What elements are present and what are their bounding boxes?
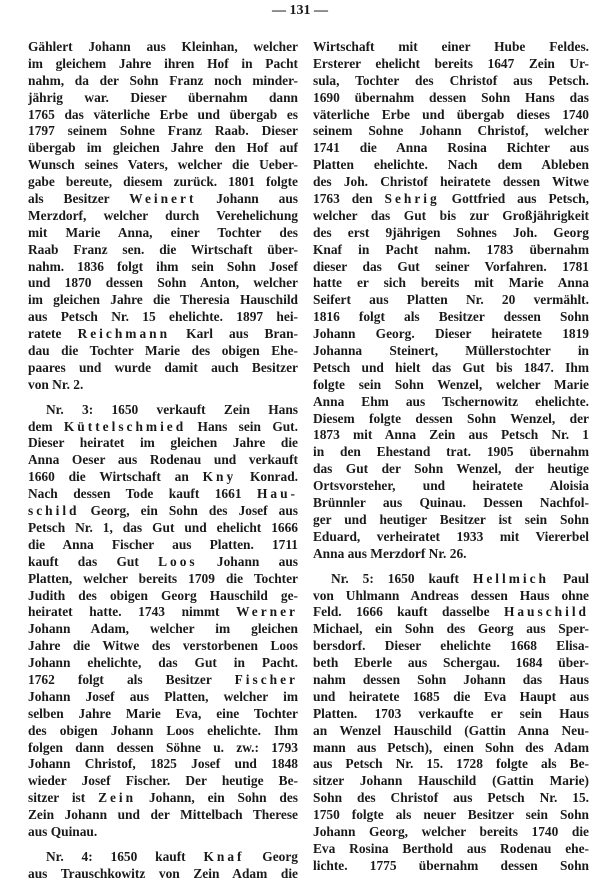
emphasized-name: Reichmann (77, 326, 171, 342)
text-line: das Gut der Sohn Wenzel, der heutige (313, 461, 589, 477)
text-line: 1660 die Wirtschaft an Kny Konrad. (28, 469, 298, 485)
text-line: paares und wurde damit auch Besitzer (28, 359, 298, 375)
text-line: Johann Georg. Dieser heiratete 1819 (313, 326, 589, 342)
text-line: Johann Adam, welcher im gleichen (28, 621, 298, 637)
emphasized-name: Zein (98, 790, 137, 806)
text-line: Sohn des Christof aus Petsch Nr. 15. (313, 790, 589, 806)
text-line: Anna Ehm aus Tschernowitz ehelichte. (313, 393, 589, 409)
text-line: gabe bereute, diesem zurück. 1801 folgte (28, 174, 298, 190)
text-line: 1873 mit Anna Zein aus Petsch Nr. 1 (313, 427, 589, 443)
text-line: ger und heutiger Besitzer ist sein Sohn (313, 511, 589, 527)
text-line: Feld. 1666 kauft dasselbe Hauschild (313, 604, 589, 620)
emphasized-name: Knaf (203, 848, 245, 864)
text-line: Ersterer ehelicht bereits 1647 Zein Ur- (313, 55, 589, 71)
text-line: dau die Tochter Marie des obigen Ehe- (28, 343, 298, 359)
text-line: Michael, ein Sohn des Georg aus Sper- (313, 621, 589, 637)
paragraph (28, 39, 298, 394)
text-line: sitzer Johann Hauschild (Gattin Marie) (313, 773, 589, 789)
text-line: Johanna Steinert, Müllerstochter in (313, 343, 589, 359)
text-line: aus Quinau. (28, 823, 98, 839)
text-line: 1750 folgte als neuer Besitzer sein Sohn (313, 807, 589, 823)
text-line: Merzdorf, welcher durch Verehelichung (28, 207, 298, 223)
text-line: jährig war. Dieser übernahm dann (28, 89, 298, 105)
text-line: Johann Georg, welcher bereits 1740 die (313, 823, 589, 839)
text-line: kauft das Gut Loos Johann aus (28, 553, 298, 569)
text-line: Ortsvorsteher, und heiratete Aloisia (313, 478, 589, 494)
paragraph (28, 402, 298, 841)
text-line: Knaf in Pacht nahm. 1783 übernahm (313, 241, 589, 257)
emphasized-name: Hellmich (472, 570, 550, 586)
text-line: an Wenzel Hauschild (Gattin Anna Neu- (313, 722, 589, 738)
page-number: — 131 — (272, 3, 328, 18)
paragraph (28, 849, 298, 883)
text-line: 1762 folgt als Besitzer Fischer (28, 671, 298, 687)
text-line: Petsch und hielt das Gut bis 1847. Ihm (313, 359, 589, 375)
text-line: Gählert Johann aus Kleinhan, welcher (28, 39, 298, 54)
text-line: Wunsch seines Vaters, welcher die Ueber- (28, 157, 298, 173)
text-line: welcher das Gut bis zur Großjährigkeit (313, 207, 589, 223)
text-line: bersdorf. Dieser ehelichte 1668 Elisa- (313, 638, 589, 654)
text-line: selben Jahre Marie Eva, eine Tochter (28, 705, 298, 721)
text-line: Eduard, verheiratet 1933 mit Viererbel (313, 528, 589, 544)
text-line: lichte. 1775 übernahm dessen Sohn (313, 857, 589, 873)
text-column-left (28, 39, 298, 891)
emphasized-name: Küttelschmied (63, 418, 187, 434)
text-line: heiratet hatte. 1743 nimmt Werner (28, 604, 298, 620)
text-line: nahm dessen Sohn Johann das Haus (313, 671, 589, 687)
text-line: Dieser heiratet im gleichen Jahre die (28, 435, 298, 451)
text-line: im gleichem Jahre ihren Hof in Pacht (28, 55, 298, 71)
text-line: ratete Reichmann Karl aus Bran- (28, 326, 298, 342)
text-line: Anna aus Merzdorf Nr. 26. (313, 545, 467, 561)
text-line: 1797 seinem Sohne Franz Raab. Dieser (28, 123, 298, 139)
emphasized-name: Werner (236, 604, 298, 620)
emphasized-name: Hau- (256, 486, 298, 502)
text-line: Nr. 3: 1650 verkauft Zein Hans (46, 401, 298, 417)
text-line: dem Küttelschmied Hans sein Gut. (28, 418, 298, 434)
text-line: Raab Franz sen. die Wirtschaft über- (28, 241, 298, 257)
text-line: Platten ehelichte. Nach dem Ableben (313, 157, 589, 173)
emphasized-name: Loos (158, 553, 198, 569)
text-line: des Joh. Christof heiratete dessen Witwe (313, 174, 589, 190)
text-line: folgen dann dessen Söhne u. zw.: 1793 (28, 739, 298, 755)
text-line: Nach dessen Tode kauft 1661 Hau- (28, 486, 298, 502)
text-line: sitzer ist Zein Johann, ein Sohn des (28, 790, 298, 806)
text-line: übergab im gleichen Jahre den Hof auf (28, 140, 298, 156)
text-line: 1765 das väterliche Erbe und übergab es (28, 106, 298, 122)
text-line: sula, Tochter des Christof aus Petsch. (313, 72, 589, 88)
text-line: Johann ehelichte, das Gut in Pacht. (28, 655, 298, 671)
text-line: folgte sein Sohn Wenzel, welcher Marie (313, 376, 589, 392)
text-line: Platten. 1703 verkaufte er sein Haus (313, 705, 589, 721)
text-line: Seifert aus Platten Nr. 20 vermählt. (313, 292, 589, 308)
text-line: aus Petsch Nr. 15. 1728 folgte als Be- (313, 756, 589, 772)
text-line: Diesem folgte dessen Sohn Wenzel, der (313, 410, 589, 426)
text-line: Nr. 5: 1650 kauft Hellmich Paul (331, 570, 589, 586)
text-line: hatte er sich bereits mit Marie Anna (313, 275, 589, 291)
text-line: und 1870 dessen Sohn Anton, welcher (28, 275, 298, 291)
text-line: mit Marie Anna, einer Tochter des (28, 224, 298, 240)
text-line: dieser das Gut seiner Vorfahren. 1781 (313, 258, 589, 274)
text-line: die Anna Fischer aus Platten. 1711 (28, 536, 298, 552)
text-line: aus Trauschkowitz von Zein Adam die (28, 865, 298, 881)
text-line: und heiratete 1685 die Eva Haupt aus (313, 688, 589, 704)
text-line: 1816 folgt als Besitzer dessen Sohn (313, 309, 589, 325)
text-line: als Besitzer Weinert Johann aus (28, 191, 298, 207)
text-line: beth Eberle aus Schergau. 1684 über- (313, 655, 589, 671)
text-line: Jahre die Witwe des verstorbenen Loos (28, 638, 298, 654)
text-line: Johann Christof, 1825 Josef und 1848 (28, 756, 298, 772)
emphasized-name: Weinert (129, 191, 197, 207)
text-line: wieder Josef Fischer. Der heutige Be- (28, 773, 298, 789)
text-line: Anna Oeser aus Rodenau und verkauft (28, 452, 298, 468)
text-column-right (313, 39, 589, 883)
text-line: Johann Josef aus Platten, welcher im (28, 688, 298, 704)
text-line: Nr. 4: 1650 kauft Knaf Georg (46, 848, 298, 864)
text-line: Petsch Nr. 1, das Gut und ehelicht 1666 (28, 519, 298, 535)
paragraph (313, 39, 589, 563)
text-line: schild Georg, ein Sohn des Josef aus (28, 503, 298, 519)
paragraph (313, 571, 589, 875)
emphasized-name: Hauschild (503, 604, 589, 620)
emphasized-name: Sehrig (384, 191, 440, 207)
text-line: Judith des obigen Georg Hauschild ge- (28, 587, 298, 603)
text-line: seinem Sohne Johann Christof, welcher (313, 123, 589, 139)
emphasized-name: Fischer (234, 671, 298, 687)
text-line: väterliche Erbe und übergab dieses 1740 (313, 106, 589, 122)
text-line: 1741 die Anna Rosina Richter aus (313, 140, 589, 156)
text-line: von Nr. 2. (28, 376, 84, 392)
text-line: mann aus Petsch), einen Sohn des Adam (313, 739, 589, 755)
text-line: Wirtschaft mit einer Hube Feldes. (313, 39, 589, 54)
emphasized-name: schild (28, 503, 80, 519)
text-line: Zein Johann und der Mittelbach Therese (28, 807, 298, 823)
text-line: Brünnler aus Quinau. Dessen Nachfol- (313, 495, 589, 511)
text-line: 1763 den Sehrig Gottfried aus Petsch, (313, 191, 589, 207)
text-line: von Uhlmann Andreas dessen Haus ohne (313, 587, 589, 603)
text-line: nahm. 1836 folgt ihm sein Sohn Josef (28, 258, 298, 274)
emphasized-name: Kny (202, 469, 237, 485)
text-line: nahm, da der Sohn Franz noch minder- (28, 72, 298, 88)
text-line: 1690 übernahm dessen Sohn Hans das (313, 89, 589, 105)
text-line: Eva Rosina Berthold aus Rodenau ehe- (313, 840, 589, 856)
text-line: Platten, welcher bereits 1709 die Tochter (28, 570, 298, 586)
text-line: aus Petsch Nr. 15 ehelichte. 1897 hei- (28, 309, 298, 325)
text-line: in den Ehestand trat. 1905 übernahm (313, 444, 589, 460)
text-line: des obigen Johann Loos ehelichte. Ihm (28, 722, 298, 738)
text-line: im gleichen Jahre die Theresia Hauschild (28, 292, 298, 308)
text-line: des erst 9jährigen Sohnes Joh. Georg (313, 224, 589, 240)
